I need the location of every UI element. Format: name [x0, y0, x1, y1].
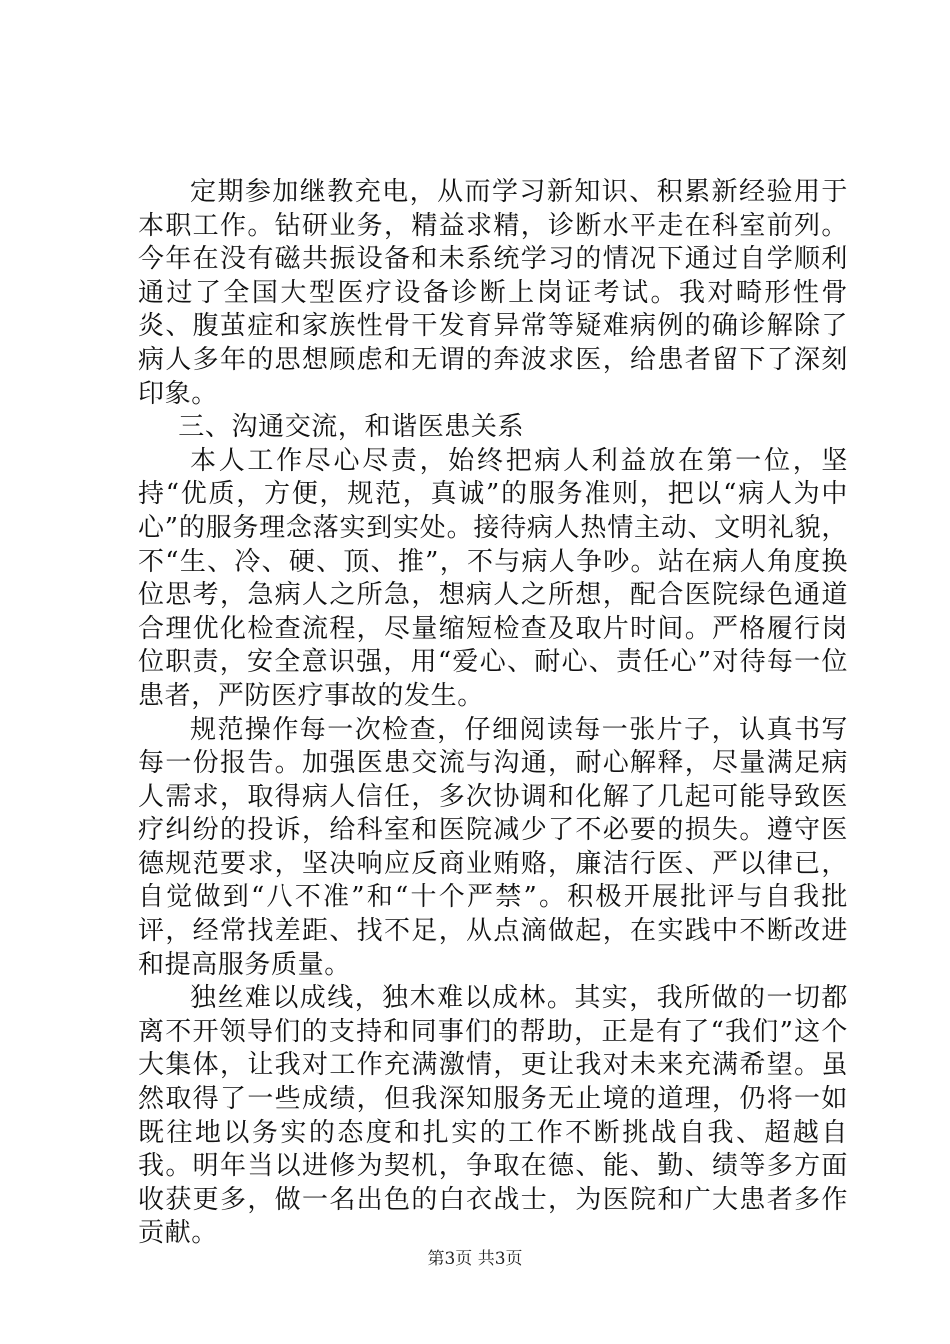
paragraph-standard-operation: 规范操作每一次检查，仔细阅读每一张片子，认真书写每一份报告。加强医患交流与沟通，耐心解释，尽量满足病人需求，取得病人信任，多次协调和化解了几起可能导致医疗纠纷的投诉，给科室和医院减少了不必要的损失。遵守医德规范要求，坚决响应反商业贿赂，廉洁行医、严以律已，自觉做到“八不准”和“十个严禁”。积极开展批评与自我批评，经常找差距、找不足，从点滴做起，在实践中不断改进和提高服务质量。 — [138, 714, 848, 980]
paragraph-conclusion: 独丝难以成线，独木难以成林。其实，我所做的一切都离不开领导们的支持和同事们的帮助，正是有了“我们”这个大集体，让我对工作充满激情，更让我对未来充满希望。虽然取得了一些成绩，但我深知服务无止境的道理，仍将一如既往地以务实的态度和扎实的工作不断挑战自我、超越自我。明年当以进修为契机，争取在德、能、勤、绩等多方面收获更多，做一名出色的白衣战士，为医院和广大患者多作贡献。 — [138, 983, 848, 1249]
paragraph-patient-service: 本人工作尽心尽责，始终把病人利益放在第一位，坚持“优质，方便，规范，真诚”的服务准则，把以“病人为中心”的服务理念落实到实处。接待病人热情主动、文明礼貌，不“生、冷、硬、顶、推”，不与病人争吵。站在病人角度换位思考，急病人之所急，想病人之所想，配合医院绿色通道合理优化检查流程，尽量缩短检查及取片时间。严格履行岗位职责，安全意识强，用“爱心、耐心、责任心”对待每一位患者，严防医疗事故的发生。 — [138, 445, 848, 711]
section-heading-communication: 三、沟通交流，和谐医患关系 — [178, 412, 525, 443]
page-footer: 第3页 共3页 — [427, 1249, 523, 1269]
paragraph-continuing-education: 定期参加继教充电，从而学习新知识、积累新经验用于本职工作。钻研业务，精益求精，诊断水平走在科室前列。今年在没有磁共振设备和未系统学习的情况下通过自学顺利通过了全国大型医疗设备诊断上岗证考试。我对畸形性骨炎、腹茧症和家族性骨干发育异常等疑难病例的确诊解除了病人多年的思想顾虑和无谓的奔波求医，给患者留下了深刻印象。 — [138, 177, 848, 409]
document-body — [138, 176, 848, 1251]
